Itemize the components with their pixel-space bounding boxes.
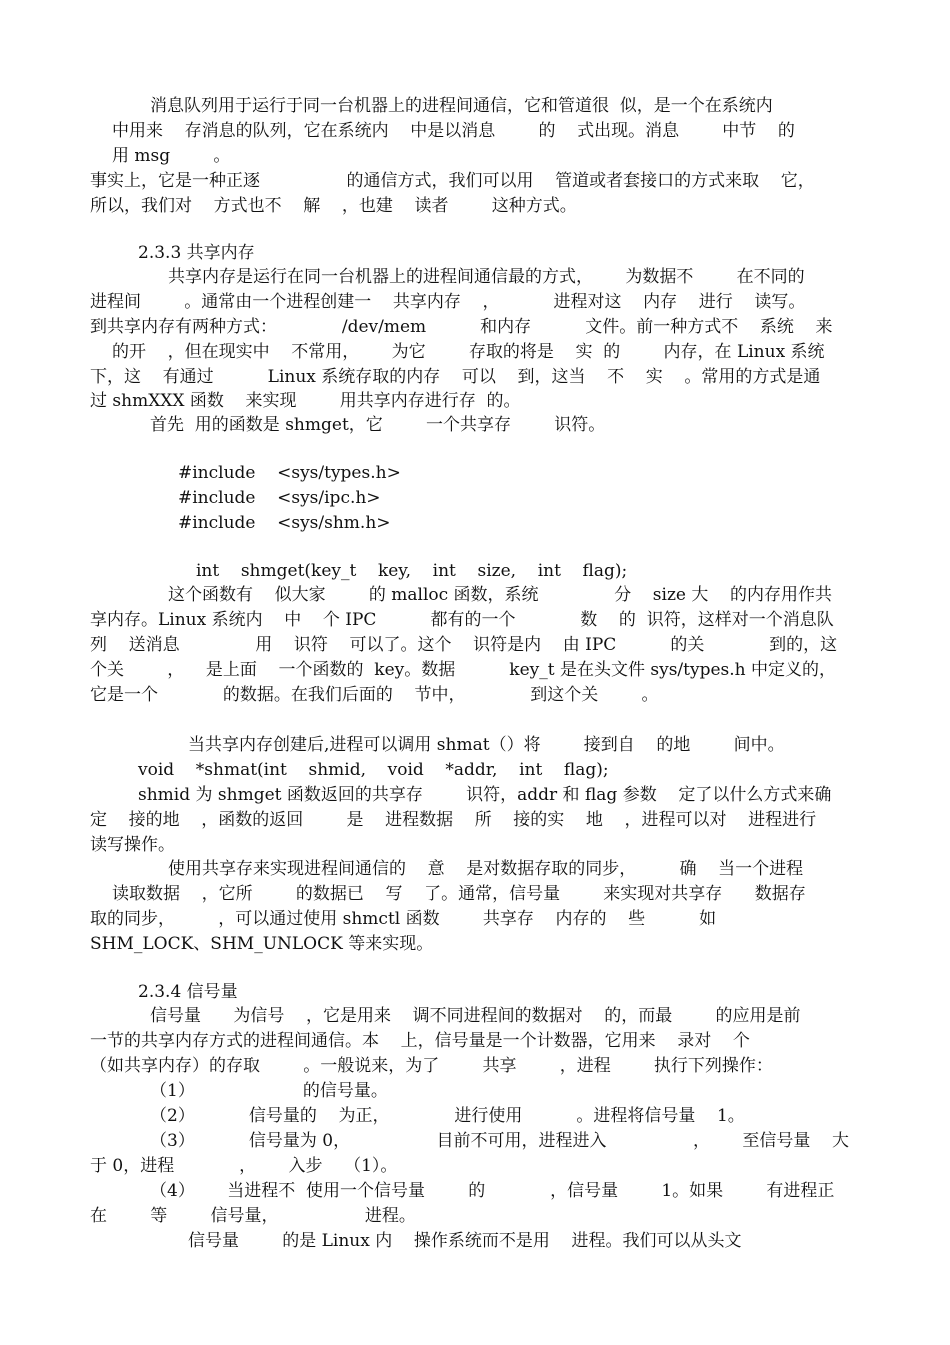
- paragraph-line: 下，这 有通过 Linux 系统存取的内存 可以 到，这当 不 实 。常用的方式是通: [90, 367, 821, 387]
- paragraph-line: 列 送消息 用 识符 可以了。这个 识符是内 由 IPC 的关 到的，这: [90, 635, 838, 655]
- section-heading-2-3-4: 2.3.4 信号量: [138, 982, 238, 1002]
- paragraph-line: 信号量 的是 Linux 内 操作系统而不是用 进程。我们可以从头文: [188, 1231, 742, 1251]
- paragraph-line: 过 shmXXX 函数 来实现 用共享内存进行存 的。: [90, 391, 521, 411]
- paragraph-line: 进程间 。通常由一个进程创建一 共享内存 ， 进程对这 内存 进行 读写。: [90, 292, 806, 312]
- paragraph-line: 到共享内存有两种方式： /dev/mem 和内存 文件。前一种方式不 系统 来: [90, 317, 833, 337]
- paragraph-line: 所以，我们对 方式也不 解 ，也建 读者 这种方式。: [90, 196, 577, 216]
- paragraph-line: 用 msg 。: [112, 146, 231, 166]
- paragraph-line: 事实上，它是一种正逐 的通信方式，我们可以用 管道或者套接口的方式来取 它，: [90, 171, 815, 191]
- section-heading-2-3-3: 2.3.3 共享内存: [138, 243, 255, 263]
- paragraph-line: 在 等 信号量， 进程。: [90, 1206, 416, 1226]
- paragraph-line: 读写操作。: [90, 835, 175, 855]
- paragraph-line: 一节的共享内存方式的进程间通信。本 上，信号量是一个计数器，它用来 录对 个: [90, 1031, 750, 1051]
- paragraph-line: 使用共享存来实现进程间通信的 意 是对数据存取的同步， 确 当一个进程: [168, 859, 804, 879]
- list-item: （4） 当进程不 使用一个信号量 的 ，信号量 1。如果 有进程正: [150, 1181, 835, 1201]
- list-item: （2） 信号量的 为正， 进行使用 。进程将信号量 1。: [150, 1106, 745, 1126]
- paragraph-line: 消息队列用于运行于同一台机器上的进程间通信，它和管道很 似，是一个在系统内: [150, 96, 773, 116]
- code-line: #include <sys/shm.h>: [178, 513, 391, 533]
- paragraph-line: 这个函数有 似大家 的 malloc 函数，系统 分 size 大 的内存用作共: [168, 585, 833, 605]
- code-line: #include <sys/types.h>: [178, 463, 401, 483]
- paragraph-line: 读取数据 ，它所 的数据已 写 了。通常，信号量 来实现对共享存 数据存: [112, 884, 806, 904]
- paragraph-line: 定 接的地 ，函数的返回 是 进程数据 所 接的实 地 ，进程可以对 进程进行: [90, 810, 817, 830]
- paragraph-line: 个关 ， 是上面 一个函数的 key。数据 key_t 是在头文件 sys/types.h 中定义的，: [90, 660, 837, 680]
- paragraph-line: 当共享内存创建后,进程可以调用 shmat（）将 接到自 的地 间中。: [188, 735, 785, 755]
- paragraph-line: 取的同步， ，可以通过使用 shmctl 函数 共享存 内存的 些 如: [90, 909, 717, 929]
- paragraph-line: 它是一个 的数据。在我们后面的 节中， 到这个关 。: [90, 685, 659, 705]
- code-line: int shmget(key_t key, int size, int flag);: [196, 561, 628, 581]
- paragraph-line: 中用来 存消息的队列，它在系统内 中是以消息 的 式出现。消息 中节 的: [112, 121, 795, 141]
- paragraph-line: 享内存。Linux 系统内 中 个 IPC 都有的一个 数 的 识符，这样对一个消息队: [90, 610, 834, 630]
- paragraph-line: 于 0，进程 ， 入步 （1）。: [90, 1156, 398, 1176]
- paragraph-line: 的开 ，但在现实中 不常用， 为它 存取的将是 实 的 内存，在 Linux 系统: [112, 342, 825, 362]
- paragraph-line: 信号量 为信号 ，它是用来 调不同进程间的数据对 的，而最 的应用是前: [150, 1006, 801, 1026]
- code-line: #include <sys/ipc.h>: [178, 488, 381, 508]
- paragraph-line: shmid 为 shmget 函数返回的共享存 识符，addr 和 flag 参数 定了以什么方式来确: [138, 785, 832, 805]
- paragraph-line: （如共享内存）的存取 。一般说来，为了 共享 ，进程 执行下列操作：: [90, 1056, 773, 1076]
- paragraph-line: SHM_LOCK、SHM_UNLOCK 等来实现。: [90, 934, 434, 954]
- paragraph-line: 首先 用的函数是 shmget，它 一个共享存 识符。: [150, 415, 606, 435]
- code-line: void *shmat(int shmid, void *addr, int flag);: [138, 760, 609, 780]
- list-item: （3） 信号量为 0， 目前不可用，进程进入 ， 至信号量 大: [150, 1131, 850, 1151]
- list-item: （1） 的信号量。: [150, 1081, 388, 1101]
- paragraph-line: 共享内存是运行在同一台机器上的进程间通信最的方式， 为数据不 在不同的: [168, 267, 805, 287]
